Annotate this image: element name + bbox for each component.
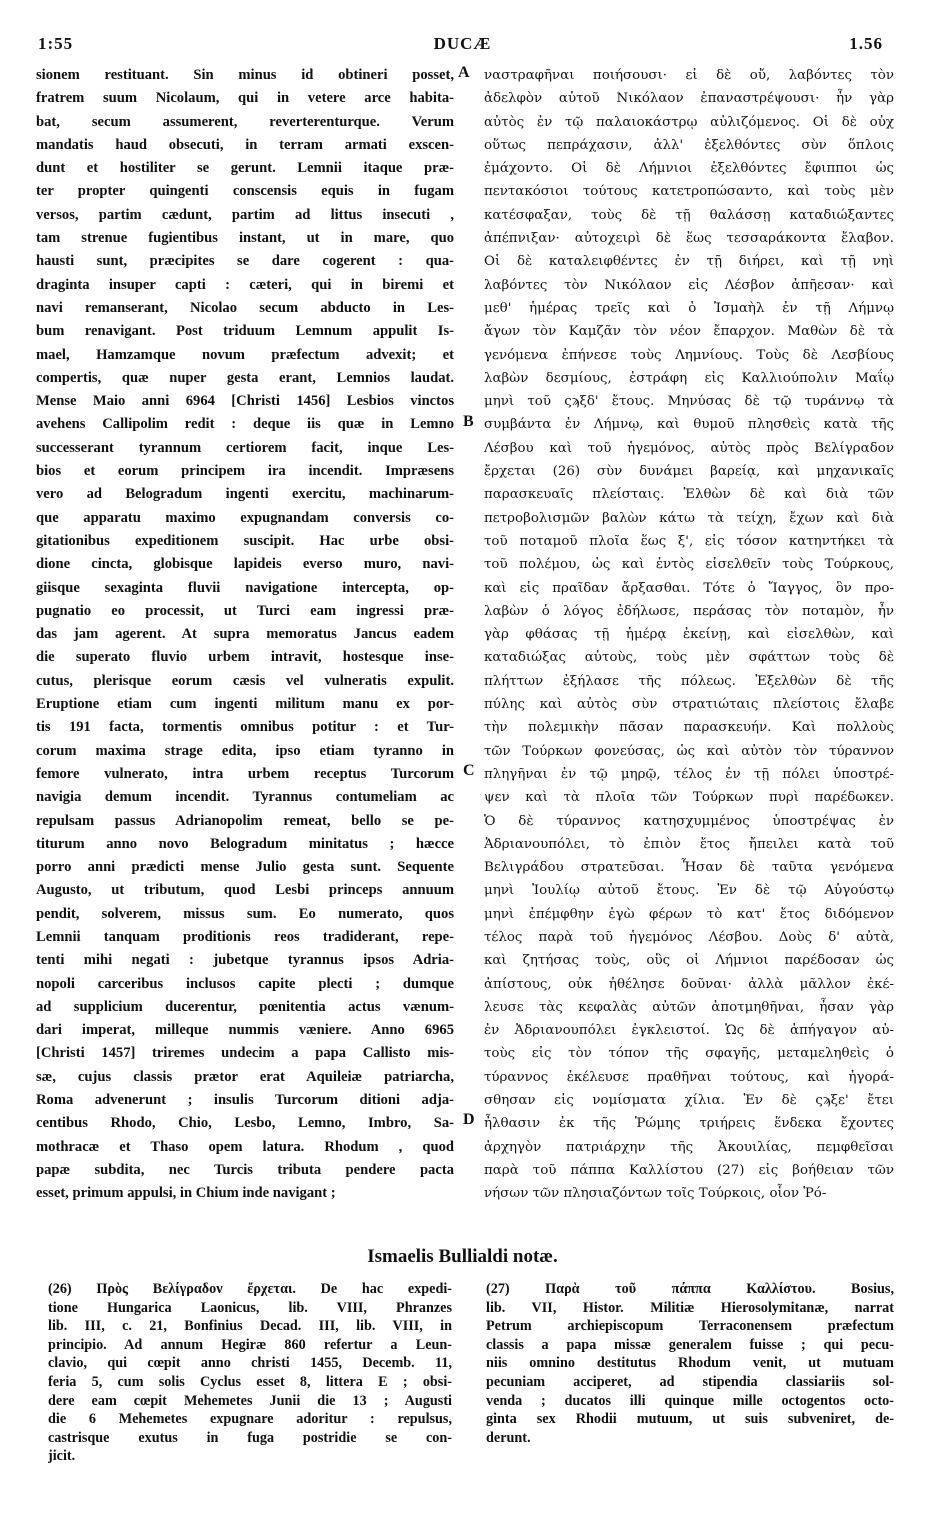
footnote-line: lib. VII, Histor. Militiæ Hierosolymitanæ, narrat bbox=[486, 1299, 894, 1316]
latin-text-column bbox=[36, 64, 454, 1206]
left-page-number: 1:55 bbox=[38, 34, 74, 53]
greek-text-line: τοῦ ποταμοῦ πλοῖα ἕως ξ', εἰς τόσον κατηντήκει τὰ bbox=[484, 533, 894, 549]
notes-heading: Ismaelis Bullialdi notæ. bbox=[367, 1246, 558, 1267]
greek-text-line: ψεν καὶ τὰ πλοῖα τῶν Τούρκων πυρὶ παρέδωκεν. bbox=[484, 790, 894, 806]
greek-text-line: ἐμάχοντο. Οἱ δὲ Λήμνιοι ἐξελθόντες ἔφιπποι ὡς bbox=[484, 161, 894, 177]
footnote-line: pecuniam acciperet, ad stipendia classiariis sol- bbox=[486, 1373, 894, 1390]
greek-text-line: γὰρ φθάσας τῇ ἡμέρᾳ ἐκείνῃ, καὶ εἰσελθὼν, καὶ bbox=[484, 627, 894, 643]
latin-text-line: vero ad Belogradum ingenti exercitu, machinarum- bbox=[36, 486, 454, 503]
latin-text-line: papæ subdita, nec Turcis tributa pendere pacta bbox=[36, 1161, 454, 1178]
latin-text-line: tis 191 facta, tormentis omnibus potitur : et Tur- bbox=[36, 719, 454, 736]
latin-text-line: draginta insuper capti : cæteri, qui in biremi et bbox=[36, 276, 454, 293]
footnote-line: die 6 Mehemetes expugnare adoritur : repulsus, bbox=[48, 1411, 452, 1428]
footnote-line: jicit. bbox=[48, 1448, 76, 1465]
greek-text-line: λαβὼν δεσμίους, ἐστράφη εἰς Καλλιούπολιν Μαΐῳ bbox=[484, 370, 894, 386]
latin-text-line: dione cincta, globisque lapideis everso muro, navi- bbox=[36, 556, 454, 573]
latin-text-line: pugnatio eo processit, ut Turci eam ingressi præ- bbox=[36, 602, 454, 619]
footnote-26 bbox=[48, 1280, 452, 1466]
greek-text-line: καταδιώξας αὐτοὺς, τοὺς μὲν σφάττων τοὺς δὲ bbox=[484, 650, 894, 666]
greek-text-line: μηνὶ Ἰουλίῳ αὐτοῦ ἔτους. Ἐν δὲ τῷ Αὐγούστῳ bbox=[484, 883, 894, 899]
footnote-line: (26) Πρὸς Βελίγραδον ἔρχεται. De hac expedi- bbox=[48, 1281, 452, 1297]
greek-text-line: τὴν πολεμικὴν πᾶσαν παρασκευήν. Καὶ πολλοὺς bbox=[484, 720, 894, 736]
latin-text-line: que apparatu maximo expugnandam conversis co- bbox=[36, 509, 454, 526]
greek-text-line: μηνὶ τοῦ ςϡξδ' ἔτους. Μηνύσας δὲ τῷ τυράννῳ τὰ bbox=[484, 394, 894, 410]
latin-text-line: mael, Hamzamque novum præfectum advexit; et bbox=[36, 346, 454, 363]
greek-text-line: Ἀδριανουπόλει, τὸ ἐπιὸν ἔτος ἤπειλει κατὰ τοῦ bbox=[484, 836, 894, 852]
latin-text-line: repulsam passus Adrianopolim remeat, bello se pe- bbox=[36, 812, 454, 829]
footnote-line: feria 5, cum solis Cyclus esset 8, littera E ; obsi- bbox=[48, 1373, 452, 1390]
latin-text-line: Roma advenerunt ; insulis Turcorum ditioni adja- bbox=[36, 1092, 454, 1109]
greek-text-line: Ὁ δὲ τύραννος κατησχυμμένος ὑποστρέψας ἐν bbox=[484, 813, 894, 829]
greek-text-line: νήσων τῶν πλησιαζόντων τοῖς Τούρκοις, οἷον Ῥό- bbox=[484, 1186, 827, 1202]
footnote-line: tione Hungarica Laonicus, lib. VIII, Phranzes bbox=[48, 1299, 452, 1316]
latin-text-line: Lemnii tanquam proditionis reos tradiderant, repe- bbox=[36, 928, 454, 945]
greek-text-column bbox=[484, 64, 894, 1206]
latin-text-line: mandatis haud obsecuti, in terram armati exscen- bbox=[36, 136, 454, 153]
greek-text-line: πλήττων ἐξήλασε τῆς πόλεως. Ἐξελθὼν δὲ τῆς bbox=[484, 673, 894, 689]
greek-text-line: τέλος παρὰ τοῦ ἡγεμόνος Λέσβου. Δοὺς δ' αὐτὰ, bbox=[484, 929, 894, 945]
greek-text-line: τύραννος ἐκέλευσε πραθῆναι τούτους, καὶ ἠγορά- bbox=[484, 1069, 894, 1085]
footnote-line: Petrum archiepiscopum Terraconensem præfectum bbox=[486, 1318, 894, 1335]
latin-text-line: bios et eorum principem ira incendit. Impræsens bbox=[36, 463, 454, 480]
footnote-27 bbox=[486, 1280, 894, 1447]
latin-text-line: Augusto, ut tributum, quod Lesbi princeps annuum bbox=[36, 882, 454, 899]
greek-text-line: συμβάντα ἐν Λήμνῳ, καὶ θυμοῦ πλησθεὶς κατὰ τῆς bbox=[484, 417, 894, 433]
latin-text-line: successerant tyrannum certiorem facit, inque Les- bbox=[36, 439, 454, 456]
latin-text-line: dari imperat, milleque nummis væniere. Anno 6965 bbox=[36, 1022, 454, 1039]
greek-text-line: μηνὶ ἐπέμφθην ἐγὼ φέρων τὸ κατ' ἔτος διδόμενον bbox=[484, 906, 894, 922]
latin-text-line: gitationibus expeditionem suscipit. Hac urbe obsi- bbox=[36, 532, 454, 549]
greek-text-line: ναστραφῆναι ποιήσουσι· εἰ δὲ οὔ, λαβόντες τὸν bbox=[484, 68, 894, 83]
greek-text-line: ἦλθασιν ἐκ τῆς Ῥώμης τριήρεις ἕνδεκα ἔχοντες bbox=[484, 1116, 894, 1132]
latin-text-line: die superato fluvio urbem intravit, hostesque inse- bbox=[36, 649, 454, 666]
latin-text-line: sæ, cujus classis prætor erat Aquileiæ patriarcha, bbox=[36, 1068, 454, 1085]
footnote-line: clavio, qui cœpit anno christi 1455, Decemb. 11, bbox=[48, 1355, 452, 1372]
greek-text-line: ἀπίστους, οὐκ ἠθέλησε δοῦναι· ἀλλὰ μᾶλλον ἐκέ- bbox=[484, 976, 894, 992]
latin-text-line: corum maxima strage edita, ipso etiam tyranno in bbox=[36, 742, 454, 759]
latin-text-line: femore vulnerato, intra urbem receptus Turcorum bbox=[36, 765, 454, 782]
greek-text-line: τοὺς εἰς τὸν τόπον τῆς σφαγῆς, μεταμεληθεὶς ὁ bbox=[484, 1046, 894, 1062]
footnote-line: venda ; ducatos illi quinque mille octogentos octo- bbox=[486, 1392, 894, 1409]
running-title: DUCÆ bbox=[433, 34, 492, 53]
latin-text-line: bat, secum assumerent, reverterenturque. Verum bbox=[36, 113, 454, 130]
latin-text-line: tam strenue fugientibus instant, ut in mare, quo bbox=[36, 230, 454, 247]
greek-text-line: καὶ ζητήσας τοὺς, οὓς οἱ Λήμνιοι παρέδοσαν ὡς bbox=[484, 953, 894, 969]
latin-text-line: [Christi 1457] triremes undecim a papa Callisto mis- bbox=[36, 1045, 454, 1062]
latin-text-line: centibus Rhodo, Chio, Lesbo, Lemno, Imbro, Sa- bbox=[36, 1115, 454, 1132]
latin-text-line: hausti sunt, præcipites se dare cogerent : qua- bbox=[36, 253, 454, 270]
footnote-line: castrisque exutus in fuga postridie se con- bbox=[48, 1429, 452, 1446]
greek-text-line: ἐν Ἀδριανουπόλει ἐγκλειστοί. Ὡς δὲ ἀπήγαγον αὐ- bbox=[484, 1023, 894, 1039]
greek-text-line: τοῦ πολέμου, ὡς καὶ ἐντὸς εἰσελθεῖν τοὺς Τούρκους, bbox=[484, 557, 894, 573]
latin-text-line: cutus, plerisque eorum cæsis vel vulneratis expulit. bbox=[36, 672, 454, 689]
latin-text-line: titurum anno novo Belogradum minitatus ; hæcce bbox=[36, 835, 454, 852]
greek-text-line: τῶν Τούρκων φονεύσας, ὡς καὶ αὐτὸν τὸν τύραννον bbox=[484, 743, 894, 759]
latin-text-line: giisque sexaginta fluvii navigatione intercepta, op- bbox=[36, 579, 454, 596]
greek-text-line: καὶ εἰς πραῖδαν ἄρξασθαι. Τότε ὁ Ἴαγγος, ὃν προ- bbox=[484, 580, 894, 596]
latin-text-line: tenti mihi negati : jubetque tyrannus ipsos Adria- bbox=[36, 952, 454, 969]
greek-text-line: ἀδελφὸν αὐτοῦ Νικόλαον ἐπαναστρέψουσι· ἦν γὰρ bbox=[484, 91, 894, 107]
greek-text-line: ἔρχεται (26) σὺν δυνάμει βαρείᾳ, καὶ μηχανικαῖς bbox=[484, 464, 894, 480]
margin-letter-a: A bbox=[458, 64, 470, 81]
greek-text-line: ἀρχηγὸν πατριάρχην τῆς Ἀκουιλίας, πεμφθεῖσαι bbox=[484, 1139, 894, 1155]
latin-text-line: Eruptione etiam cum ingenti militum manu ex por- bbox=[36, 696, 454, 713]
latin-text-line: ad supplicium ducerentur, pœnitentia actus vænum- bbox=[36, 998, 454, 1015]
margin-letter-d: D bbox=[463, 1111, 475, 1128]
latin-text-line: sionem restituant. Sin minus id obtineri posset, bbox=[36, 67, 454, 83]
latin-text-line: bum renavigant. Post triduum Lemnum appulit Is- bbox=[36, 323, 454, 340]
footnote-line: dere eam cœpit Mehemetes Junii die 13 ; Augusti bbox=[48, 1392, 452, 1409]
greek-text-line: πληγῆναι ἐν τῷ μηρῷ, τέλος ἐν τῇ πόλει ὑποστρέ- bbox=[484, 766, 894, 782]
margin-letter-b: B bbox=[463, 413, 474, 430]
greek-text-line: Οἱ δὲ καταλειφθέντες ἐν τῇ διήρει, καὶ τῇ νηὶ bbox=[484, 254, 894, 270]
greek-text-line: παρασκευαῖς πλείσταις. Ἐλθὼν δὲ καὶ διὰ τῶν bbox=[484, 487, 894, 503]
footnote-line: classis a papa missæ generalem fuisse ; qui pecu- bbox=[486, 1336, 894, 1353]
latin-text-line: das jam agerent. At supra memoratus Jancus eadem bbox=[36, 626, 454, 643]
greek-text-line: λευσε τὰς κεφαλὰς αὐτῶν ἀποτμηθῆναι, ἦσαν γὰρ bbox=[484, 999, 894, 1015]
latin-text-line: compertis, quæ nuper gesta erant, Lemnios laudat. bbox=[36, 369, 454, 386]
latin-text-line: mothracæ et Thaso opem latura. Rhodum , quod bbox=[36, 1138, 454, 1155]
greek-text-line: Βελιγράδου στρατεῦσαι. Ἦσαν δὲ ταῦτα γενόμενα bbox=[484, 860, 894, 876]
latin-text-line: porro anni prædicti mense Julio gesta sunt. Sequente bbox=[36, 859, 454, 876]
greek-text-line: πύλης καὶ αὐτὸς σὺν στρατιώταις πλείστοις ἔλαβε bbox=[484, 697, 894, 713]
footnote-line: ginta sex Rhodii mutuum, ut suis subveniret, de- bbox=[486, 1411, 894, 1428]
footnote-line: lib. III, c. 21, Bonfinius Decad. III, lib. VIII, in bbox=[48, 1318, 452, 1335]
latin-text-line: avehens Callipolim redit : deque iis quæ in Lemno bbox=[36, 416, 454, 433]
greek-text-line: λαβὼν ὁ λόγος ἐδήλωσε, περάσας τὸν ποταμὸν, ἦν bbox=[484, 603, 894, 619]
footnote-line: principio. Ad annum Hegiræ 860 refertur a Leun- bbox=[48, 1336, 452, 1353]
latin-text-line: esset, primum appulsi, in Chium inde navigant ; bbox=[36, 1185, 336, 1202]
greek-text-line: πετροβολισμῶν βαλὼν κάτω τὰ τείχη, ἔχων καὶ διὰ bbox=[484, 510, 894, 526]
latin-text-line: ter propter quingenti conscensis equis in fugam bbox=[36, 183, 454, 200]
greek-text-line: οὕτως πεπράχασιν, ἀλλ' ἐξελθόντες σὺν ὅπλοις bbox=[484, 137, 894, 153]
greek-text-line: Λέσβου καὶ τοῦ ἡγεμόνος, αὐτὸς πρὸς Βελίγραδον bbox=[484, 440, 894, 456]
latin-text-line: dunt et hostiliter se gerunt. Lemnii itaque præ- bbox=[36, 160, 454, 177]
greek-text-line: κατέσφαξαν, τοὺς δὲ τῇ θαλάσσῃ καταδιώξαντες bbox=[484, 207, 894, 223]
latin-text-line: pendit, solverem, missus sum. Eo numerato, quos bbox=[36, 905, 454, 922]
greek-text-line: πεντακόσιοι τούτους κατετροπώσαντο, καὶ τοὺς μὲν bbox=[484, 184, 894, 200]
latin-text-line: navi remanserant, Nicolao secum abducto in Les- bbox=[36, 299, 454, 316]
footnote-line: (27) Παρὰ τοῦ πάππα Καλλίστου. Bosius, bbox=[486, 1281, 894, 1297]
footnote-line: derunt. bbox=[486, 1429, 531, 1446]
greek-text-line: παρὰ τοῦ πάππα Καλλίστου (27) εἰς βοήθειαν τῶν bbox=[484, 1162, 894, 1178]
greek-text-line: ἄγων τὸν Καμζᾶν τὸν νέον ἔπαρχον. Μαθὼν δὲ τὰ bbox=[484, 324, 894, 340]
margin-letter-c: C bbox=[463, 762, 475, 779]
latin-text-line: fratrem suum Nicolaum, qui in vetere arce habita- bbox=[36, 90, 454, 107]
greek-text-line: μεθ' ἡμέρας τρεῖς καὶ ὁ Ἰσμαὴλ ἐν τῇ Λήμνῳ bbox=[484, 300, 894, 316]
footnote-line: niis omnino destitutus Rhodum venit, ut mutuam bbox=[486, 1355, 894, 1372]
latin-text-line: navigia demum incendit. Tyrannus contumeliam ac bbox=[36, 789, 454, 806]
latin-text-line: versos, partim cædunt, partim ad littus insecuti , bbox=[36, 206, 454, 223]
greek-text-line: σθησαν εἰς νομίσματα χίλια. Ἐν δὲ ςϡξε' ἔτει bbox=[484, 1093, 894, 1109]
latin-text-line: Mense Maio anni 6964 [Christi 1456] Lesbios vinctos bbox=[36, 393, 454, 410]
latin-text-line: nopoli carceribus inclusos capite plecti ; dumque bbox=[36, 975, 454, 992]
greek-text-line: ἀπέπνιξαν· αὐτοχειρὶ δὲ ἕως τεσσαράκοντα ἔλαβον. bbox=[484, 231, 894, 247]
greek-text-line: λαβόντες τὸν Νικόλαον εἰς Λέσβον ἀπῆεσαν· καὶ bbox=[484, 277, 894, 293]
right-page-number: 1.56 bbox=[849, 34, 883, 53]
greek-text-line: αὐτὸς ἐν τῷ παλαιοκάστρῳ αὐλιζόμενος. Οἱ δὲ οὐχ bbox=[484, 114, 894, 130]
greek-text-line: γενόμενα ἐπήνεσε τοὺς Λημνίους. Τοὺς δὲ Λεσβίους bbox=[484, 347, 894, 363]
